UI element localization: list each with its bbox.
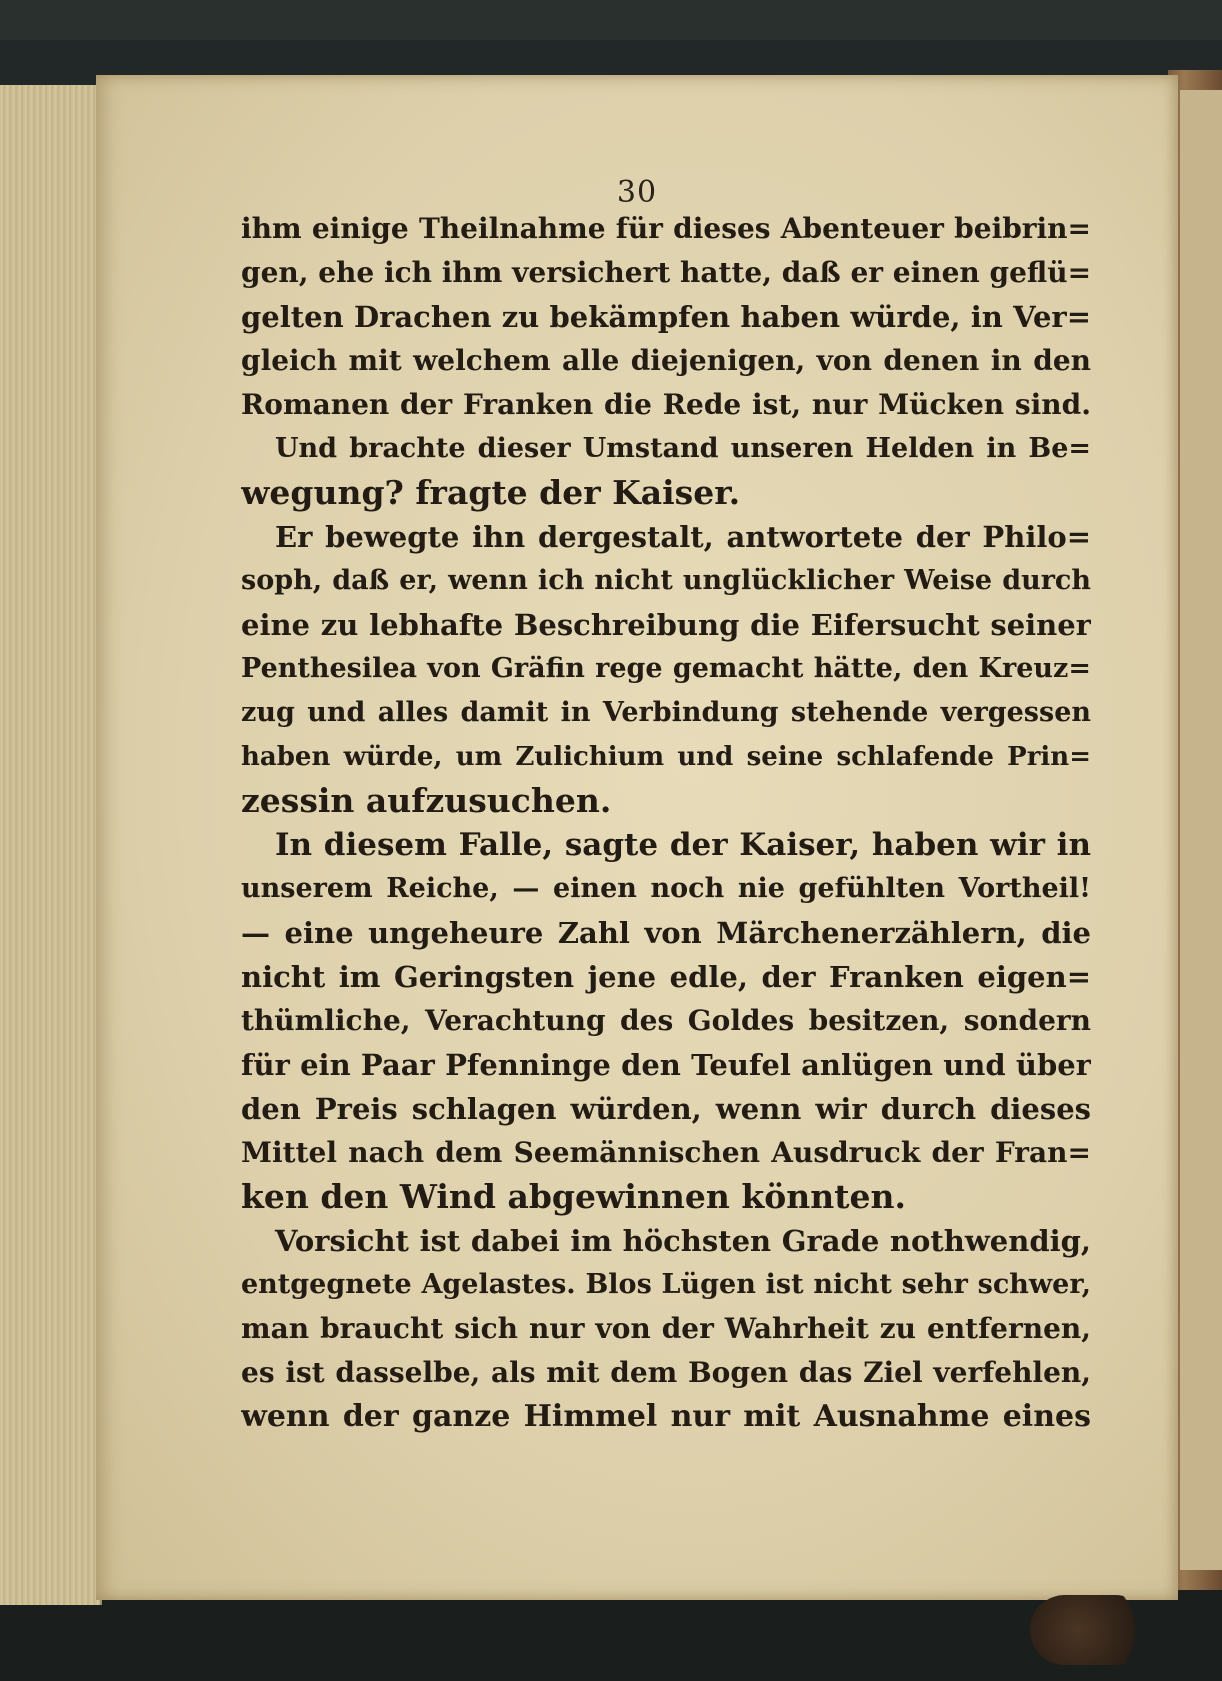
text-line: soph, daß er, wenn ich nicht unglücklicher Weise durch: [241, 565, 1091, 596]
text-line: man braucht sich nur von der Wahrheit zu entfernen,: [241, 1312, 1091, 1345]
text-line: Vorsicht ist dabei im höchsten Grade nothwendig,: [275, 1224, 1091, 1258]
text-line: — eine ungeheure Zahl von Märchenerzählern, die: [241, 916, 1091, 950]
text-line: den Preis schlagen würden, wenn wir durch dieses: [241, 1092, 1091, 1126]
text-line: wegung? fragte der Kaiser.: [241, 473, 741, 512]
page-number: 30: [616, 175, 658, 210]
text-line: nicht im Geringsten jene edle, der Franken eigen=: [241, 960, 1091, 994]
text-line: haben würde, um Zulichium und seine schlafende Prin=: [241, 742, 1091, 772]
bookmark-cord: [1030, 1595, 1150, 1665]
text-line: Und brachte dieser Umstand unseren Helden in Be=: [275, 433, 1091, 464]
text-line: unserem Reiche, — einen noch nie gefühlten Vortheil!: [241, 873, 1091, 904]
text-line: Er bewegte ihn dergestalt, antwortete der Philo=: [275, 520, 1091, 554]
text-line: gen, ehe ich ihm versichert hatte, daß er einen geflü=: [241, 256, 1091, 289]
text-line: Romanen der Franken die Rede ist, nur Mücken sind.: [241, 388, 1091, 421]
text-line: ken den Wind abgewinnen könnten.: [241, 1177, 906, 1216]
text-line: gleich mit welchem alle diejenigen, von denen in den: [241, 344, 1091, 377]
text-line: für ein Paar Pfenninge den Teufel anlügen und über: [241, 1048, 1091, 1082]
text-line: thümliche, Verachtung des Goldes besitzen, sondern: [241, 1004, 1091, 1037]
text-line: entgegnete Agelastes. Blos Lügen ist nicht sehr schwer,: [241, 1269, 1091, 1300]
page-text: [241, 207, 1091, 1439]
text-line: In diesem Falle, sagte der Kaiser, haben wir in: [275, 827, 1091, 863]
text-line: wenn der ganze Himmel nur mit Ausnahme eines: [241, 1399, 1091, 1434]
text-line: ihm einige Theilnahme für dieses Abenteuer beibrin=: [241, 212, 1091, 245]
text-line: Mittel nach dem Seemännischen Ausdruck der Fran=: [241, 1136, 1091, 1169]
text-line: zessin aufzusuchen.: [241, 781, 612, 820]
text-line: gelten Drachen zu bekämpfen haben würde, in Ver=: [241, 300, 1091, 334]
page-stack-edge: [0, 85, 102, 1605]
facing-page-sliver: [1180, 90, 1222, 1570]
text-line: Penthesilea von Gräfin rege gemacht hätte, den Kreuz=: [241, 653, 1091, 684]
book-page: [96, 75, 1178, 1600]
text-line: eine zu lebhafte Beschreibung die Eifersucht seiner: [241, 608, 1091, 642]
text-line: es ist dasselbe, als mit dem Bogen das Ziel verfehlen,: [241, 1356, 1091, 1389]
text-line: zug und alles damit in Verbindung stehende vergessen: [241, 697, 1091, 728]
